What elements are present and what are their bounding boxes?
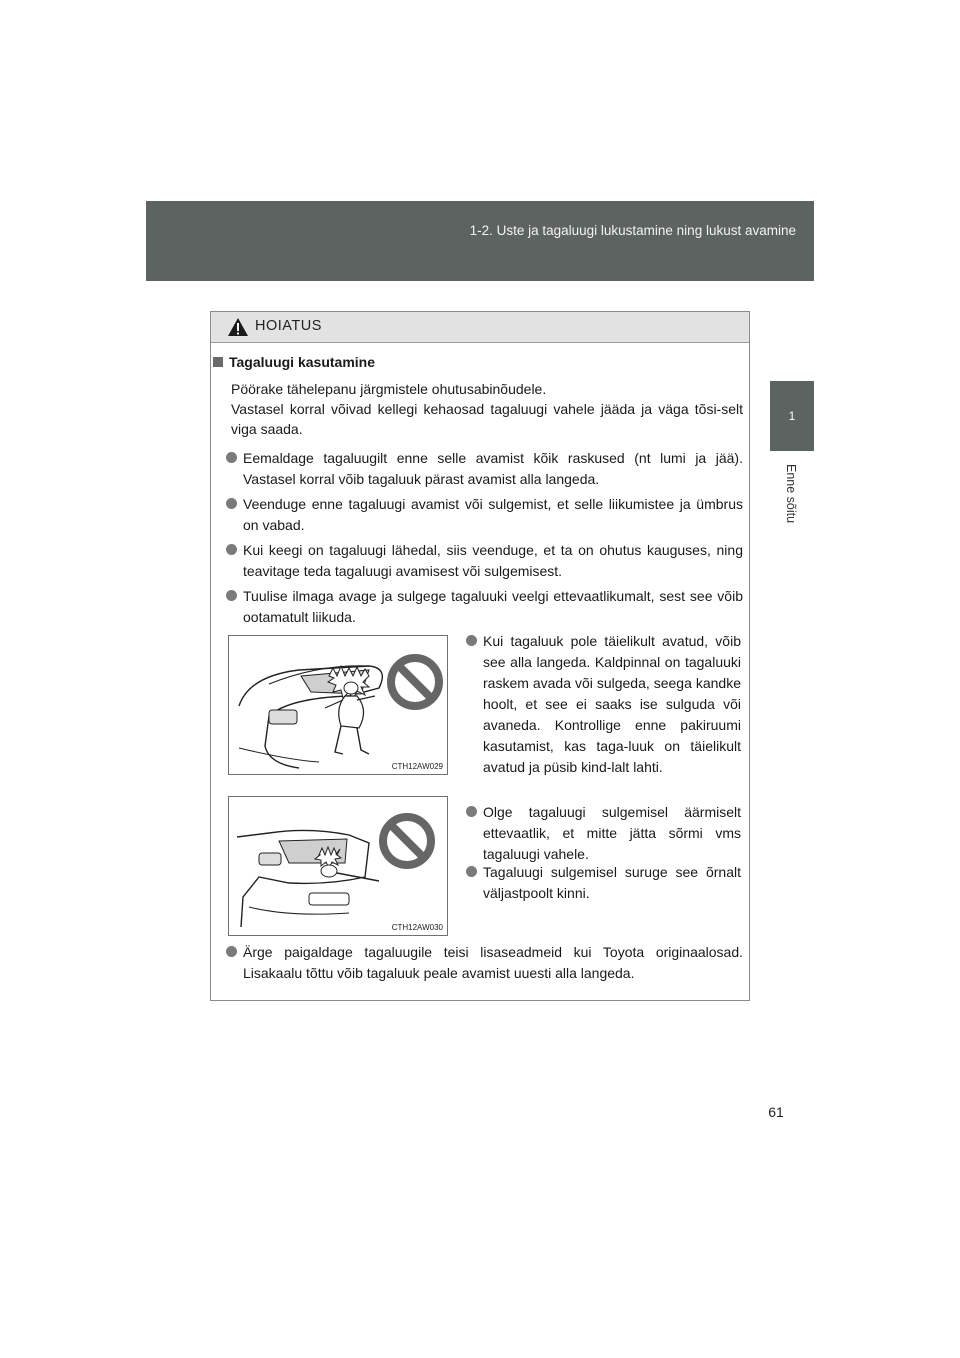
- bullet-text: Ärge paigaldage tagaluugile teisi lisaseadmeid kui Toyota originaalosad. Lisakaalu tõttu võib tagaluuk peale avamist uuesti alla langeda.: [243, 944, 743, 981]
- bullet-text: Tagaluugi sulgemisel suruge see õrnalt väljastpoolt kinni.: [483, 864, 741, 901]
- section-title: 1-2. Uste ja tagaluugi lukustamine ning lukust avamine: [469, 223, 796, 238]
- bullet-text: Kui tagaluuk pole täielikult avatud, võib see alla langeda. Kaldpinnal on tagaluuki raskem avada või sulgeda, seega kandke hoolt, et see ei saaks ise sulguda või avaneda. Kontrollige enne pakiruumi kasutamist, kas taga-luuk on täielikult avatud ja püsib kind-lalt lahti.: [483, 633, 741, 775]
- chapter-name: Enne sõitu: [784, 464, 798, 524]
- bullet-dot-icon: [226, 452, 237, 463]
- bullet-item: [483, 802, 741, 865]
- figure-code: CTH12AW029: [391, 762, 443, 771]
- bullet-item: [483, 631, 741, 778]
- bullet-text: Eemaldage tagaluugilt enne selle avamist kõik raskused (nt lumi ja jää). Vastasel korral võib tagaluuk pärast avamist alla langeda.: [243, 450, 743, 487]
- figure-tailgate-falling: [228, 635, 448, 775]
- figure-tailgate-fingers: [228, 796, 448, 936]
- tailgate-fingers-illustration: [229, 797, 447, 935]
- bullet-dot-icon: [466, 806, 477, 817]
- intro-line-1: Pöörake tähelepanu järgmistele ohutusabinõudele.: [231, 381, 547, 397]
- bullet-text: Kui keegi on tagaluugi lähedal, siis veenduge, et ta on ohutus kauguses, ning teavitage teda tagaluugi avamisest või sulgemisest.: [243, 542, 743, 579]
- tailgate-falling-illustration: [229, 636, 447, 774]
- chapter-number: 1: [788, 409, 796, 423]
- bullet-dot-icon: [226, 544, 237, 555]
- square-bullet-icon: [213, 357, 223, 367]
- bullet-item: [243, 540, 743, 582]
- bullet-dot-icon: [466, 635, 477, 646]
- chapter-tab: [770, 381, 814, 451]
- header-band: [146, 201, 814, 281]
- bullet-item: [243, 586, 743, 628]
- bullet-dot-icon: [226, 946, 237, 957]
- bullet-item: [243, 494, 743, 536]
- section-heading-text: Tagaluugi kasutamine: [229, 354, 375, 370]
- intro-line-2: Vastasel korral võivad kellegi kehaosad tagaluugi vahele jääda ja väga tõsi-selt viga saada.: [231, 401, 743, 437]
- bullet-item: [483, 862, 741, 904]
- page-number: 61: [768, 1104, 784, 1120]
- bullet-text: Veenduge enne tagaluugi avamist või sulgemist, et selle liikumistee ja ümbrus on vabad.: [243, 496, 743, 533]
- section-heading: [213, 354, 375, 370]
- warning-title: HOIATUS: [255, 318, 322, 334]
- bullet-text: Olge tagaluugi sulgemisel äärmiselt ettevaatlik, et mitte jätta sõrmi vms tagaluugi vahele.: [483, 804, 741, 862]
- bullet-dot-icon: [466, 866, 477, 877]
- bullet-item: [243, 942, 743, 984]
- warning-box: [210, 311, 750, 1001]
- bullet-dot-icon: [226, 590, 237, 601]
- warning-triangle-icon: [227, 317, 249, 337]
- bullet-text: Tuulise ilmaga avage ja sulgege tagaluuki veelgi ettevaatlikumalt, sest see võib ootamatult liikuda.: [243, 588, 743, 625]
- figure-code: CTH12AW030: [391, 923, 443, 932]
- warning-header: [211, 312, 749, 343]
- bullet-item: [243, 448, 743, 490]
- bullet-dot-icon: [226, 498, 237, 509]
